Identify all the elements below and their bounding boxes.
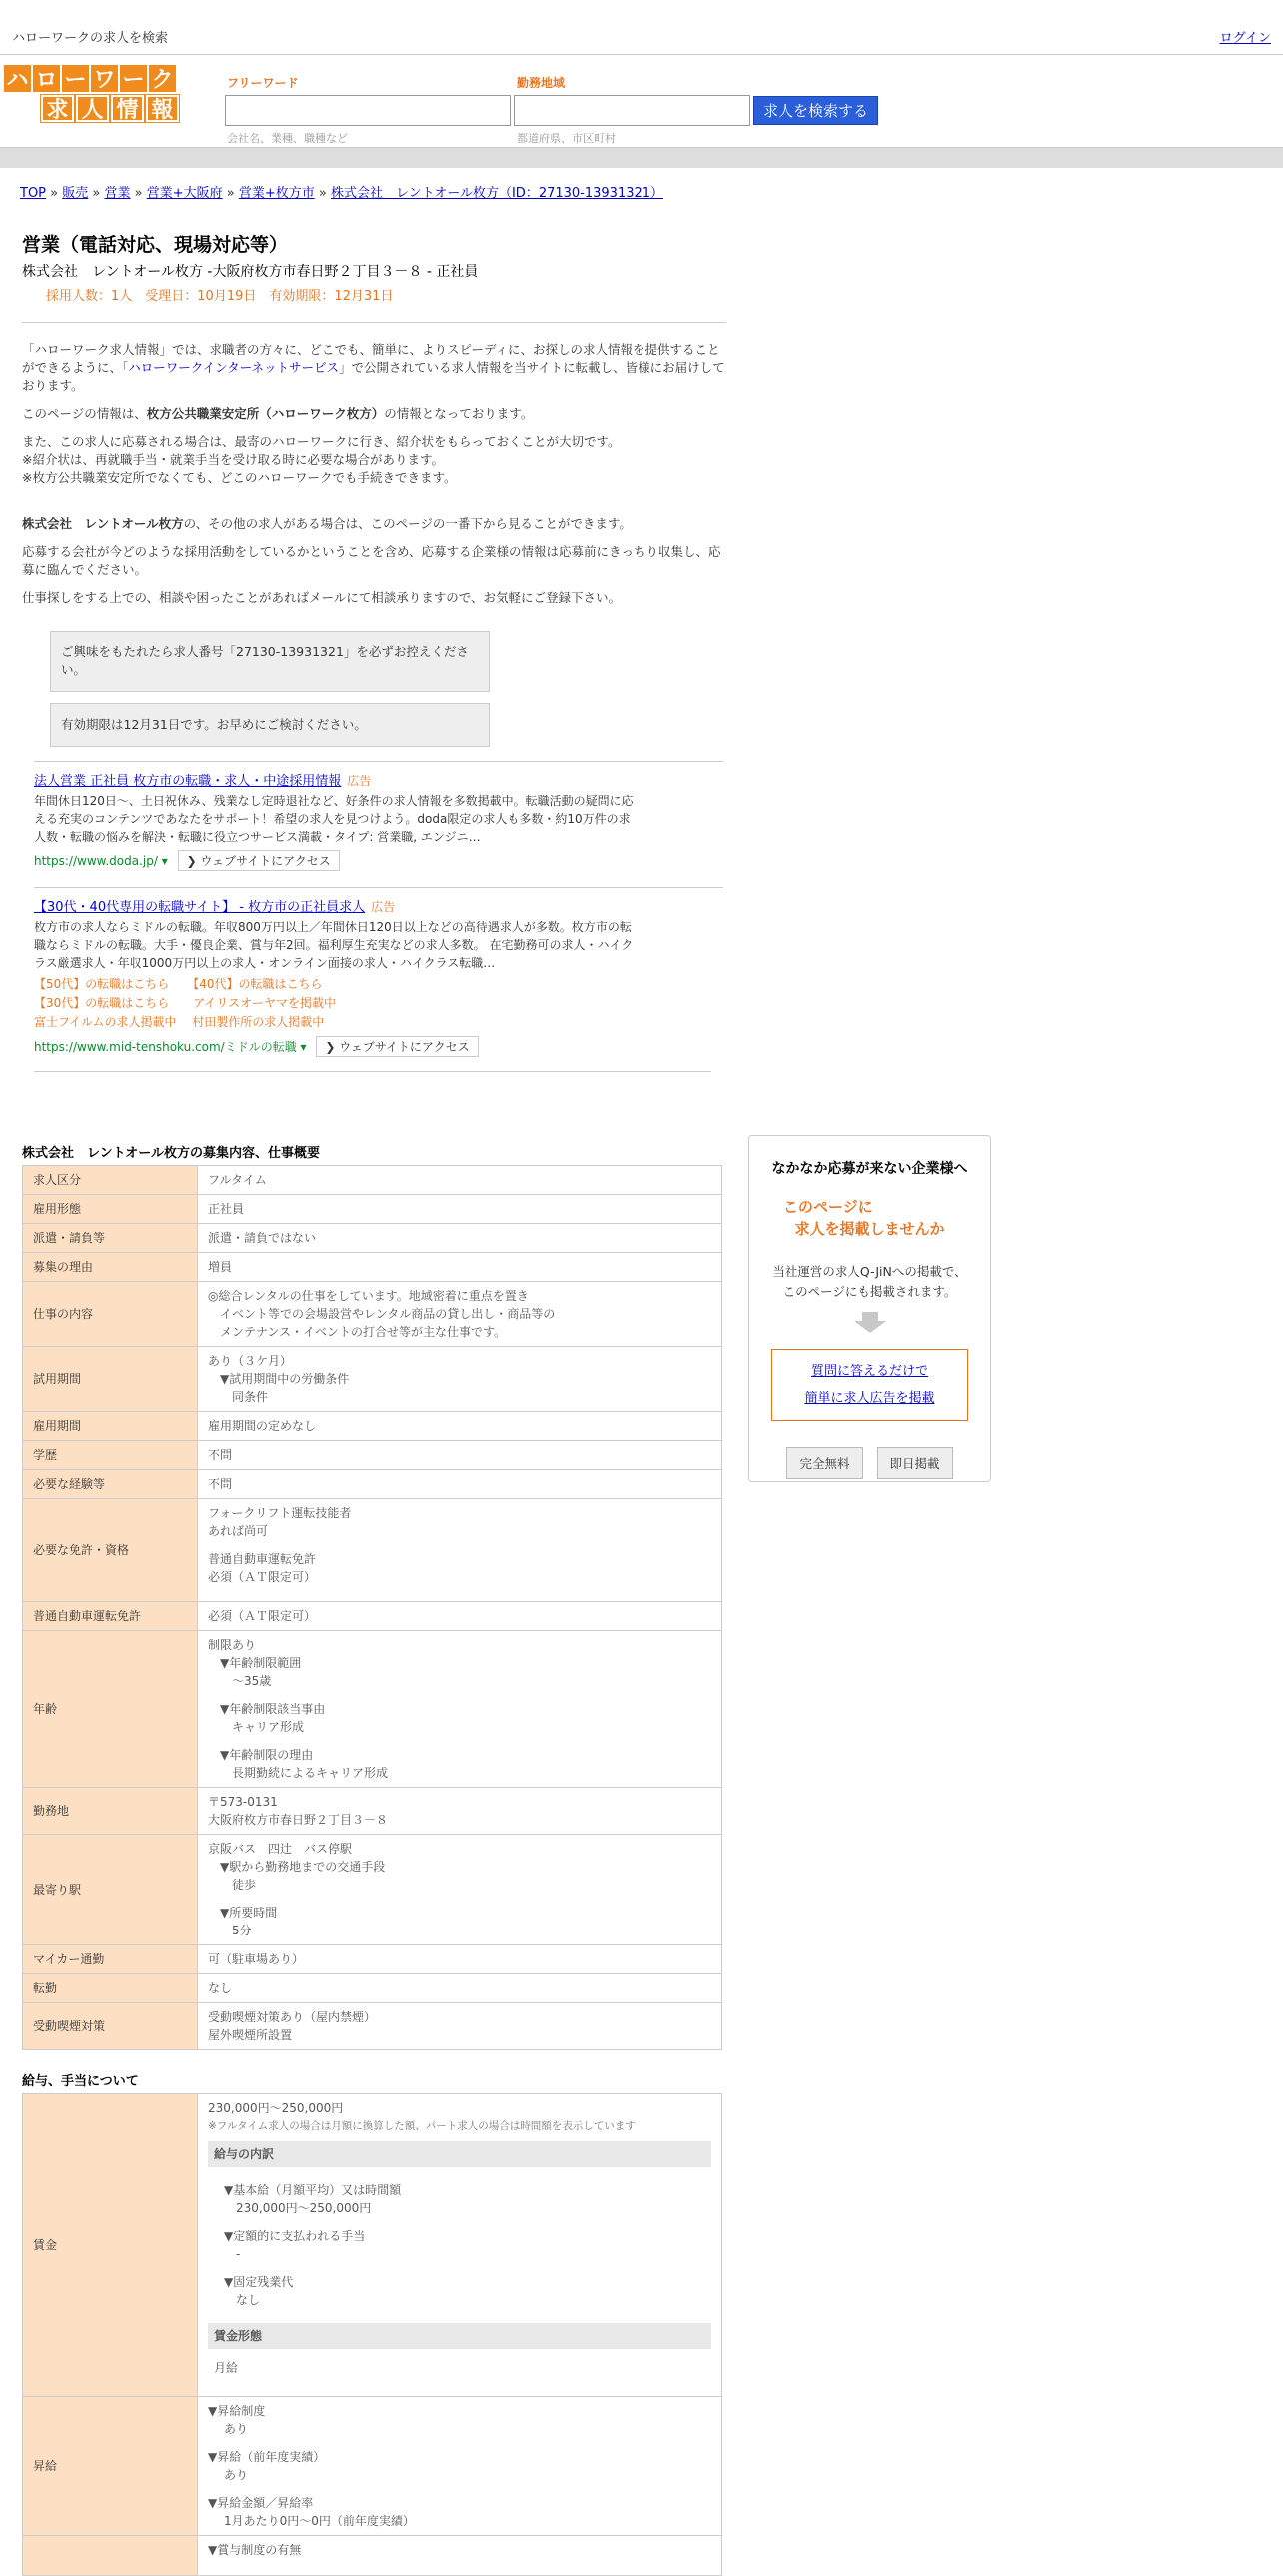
company-name: 株式会社 レントオール枚方	[22, 516, 184, 531]
breakdown-item: ▼定額的に支払われる手当	[224, 2229, 366, 2243]
row-value-line: 同条件	[208, 1390, 269, 1404]
ad-description: 枚方市の求人ならミドルの転職。年収800万円以上／年間休日120日以上などの高待遇求人が多数。枚方市の転職ならミドルの転職。大手・優良企業、賞与年2回。福利厚生充実などの求人多数。 在宅勤務可の求人・ハイクラス厳選求人・年収1000万円以上の求人・オンライン面接の求人・ハイクラス転職…	[34, 920, 634, 970]
raise-value: あり	[224, 2422, 249, 2436]
area-hint: 都道府県、市区町村	[517, 132, 616, 145]
apply-note: ※枚方公共職業安定所でなくても、どこのハローワークでも手続きできます。	[22, 470, 457, 485]
ad-title-link[interactable]: 【30代・40代専用の転職サイト】 - 枚方市の正社員求人	[34, 900, 366, 915]
row-key: 必要な経験等	[23, 1470, 198, 1499]
table-row	[23, 1945, 722, 1974]
job-info-heading: 株式会社 レントオール枚方の募集内容、仕事概要	[22, 1146, 321, 1161]
divider	[34, 1071, 711, 1072]
row-value-line: 受動喫煙対策あり（屋内禁煙）	[208, 2010, 377, 2024]
row-value	[198, 1195, 722, 1224]
row-key: 雇用期間	[23, 1412, 198, 1441]
login-link[interactable]: ログイン	[1219, 31, 1271, 46]
logo-char: ロ	[33, 65, 60, 92]
row-value-line	[208, 1736, 711, 1746]
row-key: 年齢	[23, 1631, 198, 1788]
ad-sitelink[interactable]: 富士フイルムの求人掲載中 村田製作所の求人掲載中	[34, 1015, 325, 1029]
ad-tag: 広告	[347, 774, 372, 788]
row-value	[198, 1945, 722, 1974]
ad-block: 法人営業 正社員 枚方市の転職・求人・中途採用情報 広告 年間休日120日～、土日祝休み、残業なし定時退社など、好条件の求人情報を多数掲載中。転職活動の疑問に応える充実のコンテンツであなたをサポート！希望の求人を見つけよう。doda限定の求人も多数・約10万件の求人数・転職の悩みを解決・転職に役立つサービス満載・タイプ: 営業職, エンジニ… https://www.doda.jp/ ▾ ❯ ウェブサイトにアクセス	[34, 761, 723, 871]
row-value	[198, 1166, 722, 1195]
table-row	[23, 1195, 722, 1224]
apply-note: また、この求人に応募される場合は、最寄のハローワークに行き、紹介状をもらっておくことが大切です。	[22, 434, 621, 449]
table-row	[23, 1835, 722, 1945]
row-value-line	[208, 1540, 711, 1550]
promo-text	[749, 1262, 990, 1302]
row-value-line: キャリア形成	[208, 1720, 305, 1734]
breakdown-value: -	[236, 2247, 241, 2261]
row-value-line: ～35歳	[208, 1674, 272, 1688]
breadcrumb-eigyo-osaka[interactable]: 営業+大阪府	[146, 186, 223, 201]
breakdown-item: ▼基本給（月額平均）又は時間額	[224, 2183, 402, 2197]
wage-form-heading: 賃金形態	[208, 2323, 711, 2349]
row-key: 普通自動車運転免許	[23, 1602, 198, 1631]
row-value-line: ▼試用期間中の労働条件	[208, 1372, 350, 1386]
row-key: 試用期間	[23, 1347, 198, 1412]
same-day-button[interactable]: 即日掲載	[877, 1447, 953, 1479]
breadcrumb: TOP » 販売 » 営業 » 営業+大阪府 » 営業+枚方市 » 株式会社 レントオール枚方（ID：27130-13931321）	[20, 186, 664, 201]
row-value-line: 不問	[208, 1448, 233, 1462]
ad-url[interactable]: https://www.doda.jp/	[34, 854, 158, 868]
keyword-input[interactable]	[225, 95, 511, 126]
row-value-line: フォークリフト運転技能者	[208, 1506, 352, 1520]
row-value	[198, 1835, 722, 1945]
row-key: 昇給	[23, 2397, 198, 2536]
row-key: 受動喫煙対策	[23, 2003, 198, 2050]
ad-description: 年間休日120日～、土日祝休み、残業なし定時退社など、好条件の求人情報を多数掲載中。転職活動の疑問に応える充実のコンテンツであなたをサポート！希望の求人を見つけよう。doda限定の求人も多数・約10万件の求人数・転職の悩みを解決・転職に役立つサービス満載・タイプ: 営業職, エンジニ…	[34, 794, 634, 844]
divider-bar	[0, 147, 1283, 168]
ad-block: 【30代・40代専用の転職サイト】 - 枚方市の正社員求人 広告 枚方市の求人ならミドルの転職。年収800万円以上／年間休日120日以上などの高待遇求人が多数。枚方市の転職ならミドルの転職。大手・優良企業、賞与年2回。福利厚生充実などの求人多数。 在宅勤務可の求人・ハイクラス厳選求人・年収1000万円以上の求人・オンライン面接の求人・ハイクラス転職… 【50代】の転職はこちら 【40代】の転職はこちら 【30代】の転職はこちら アイリスオーヤマを掲載中 富士フイルムの求人掲載中 村田製作所の求人掲載中 https://www.mid-tenshoku.com/ミドルの転職 ▾ ❯ ウェブサイトにアクセス	[34, 887, 723, 1057]
source-text: の情報となっております。	[384, 406, 534, 421]
promo-catch-line: このページに	[783, 1198, 873, 1216]
row-value-line: 正社員	[208, 1202, 245, 1216]
row-value-line: 派遣・請負ではない	[208, 1231, 317, 1245]
raise-item: ▼昇給（前年度実績）	[208, 2450, 326, 2464]
area-input[interactable]	[514, 95, 750, 126]
row-key	[23, 2536, 198, 2576]
ad-visit-button[interactable]: ❯ ウェブサイトにアクセス	[316, 1036, 478, 1057]
row-key: 募集の理由	[23, 1253, 198, 1282]
row-value-line: ◎総合レンタルの仕事をしています。地域密着に重点を置き	[208, 1289, 529, 1303]
table-row	[23, 2003, 722, 2050]
row-value-line: ▼所要時間	[208, 1906, 278, 1920]
row-value-line: ▼年齢制限範囲	[208, 1656, 302, 1670]
site-logo[interactable]	[4, 65, 180, 123]
salary-heading: 給与、手当について	[22, 2074, 139, 2089]
row-value-line: 可（駐車場あり）	[208, 1952, 305, 1966]
row-value-line: 京阪バス 四辻 バス停駅	[208, 1842, 353, 1856]
row-key: マイカー通勤	[23, 1945, 198, 1974]
breadcrumb-eigyo-hirakata[interactable]: 営業+枚方市	[238, 186, 315, 201]
apply-note: ※紹介状は、再就職手当・就業手当を受け取る時に必要な場合があります。	[22, 452, 444, 467]
logo-char: 人	[76, 95, 109, 122]
row-value-line: あれば尚可	[208, 1524, 269, 1538]
promo-title: なかなか応募が来ない企業様へ	[771, 1161, 968, 1177]
employer-promo-box	[748, 1135, 991, 1482]
promo-links	[771, 1349, 968, 1421]
row-value	[198, 1224, 722, 1253]
breakdown-item: ▼固定残業代	[224, 2275, 294, 2289]
row-key: 求人区分	[23, 1166, 198, 1195]
logo-char: ク	[149, 65, 176, 92]
row-value	[198, 2003, 722, 2050]
free-button[interactable]: 完全無料	[786, 1447, 862, 1479]
job-subtitle: 株式会社 レントオール枚方 -大阪府枚方市春日野２丁目３－８ - 正社員	[22, 264, 479, 280]
row-value	[198, 1788, 722, 1835]
logo-char: ワ	[91, 65, 118, 92]
row-key: 雇用形態	[23, 1195, 198, 1224]
logo-char: 報	[146, 95, 179, 122]
row-value	[198, 1253, 722, 1282]
table-row	[23, 2536, 722, 2576]
row-value	[198, 1499, 722, 1602]
row-value	[198, 1282, 722, 1347]
raise-item: ▼昇給金額／昇給率	[208, 2496, 314, 2510]
row-value	[198, 2536, 722, 2576]
row-value-line: 長期勤続によるキャリア形成	[208, 1766, 389, 1780]
table-row	[23, 1166, 722, 1195]
deadline-notice: 有効期限は12月31日です。お早めにご検討ください。	[50, 703, 490, 747]
keyword-hint: 会社名、業種、職種など	[227, 132, 348, 145]
table-row	[23, 1974, 722, 2003]
source-office: 枚方公共職業安定所（ハローワーク枚方）	[146, 406, 385, 421]
breakdown-value: なし	[236, 2293, 261, 2307]
table-row	[23, 1788, 722, 1835]
table-row	[23, 1224, 722, 1253]
row-key: 勤務地	[23, 1788, 198, 1835]
consult-paragraph: 仕事探しをする上での、相談や困ったことがあればメールにて相談承りますので、お気軽にご登録下さい。	[22, 590, 622, 605]
breakdown-heading: 給与の内訳	[208, 2141, 711, 2167]
logo-char: 情	[111, 95, 144, 122]
row-value-line: 5分	[208, 1924, 252, 1937]
apply-notes	[22, 433, 726, 487]
job-number-notice: ご興味をもたれたら求人番号「27130-13931321」を必ずお控えください。	[50, 631, 490, 692]
row-value	[198, 1441, 722, 1470]
promo-catch	[749, 1196, 990, 1240]
ad-url[interactable]: https://www.mid-tenshoku.com/ミドルの転職	[34, 1040, 297, 1054]
row-value-line: 普通自動車運転免許	[208, 1552, 317, 1566]
row-value-line: 雇用期間の定めなし	[208, 1419, 317, 1433]
top-bar	[0, 0, 1283, 55]
other-jobs-paragraph	[22, 515, 726, 533]
job-meta: 採用人数：1人 受理日：10月19日 有効期限：12月31日	[46, 289, 394, 304]
wage-note: ※フルタイム求人の場合は月額に換算した額、パート求人の場合は時間額を表示しています	[208, 2120, 636, 2132]
ad-sitelink[interactable]: 【50代】の転職はこちら 【40代】の転職はこちら	[34, 977, 323, 991]
raise-value: 1月あたり0円〜0円（前年度実績）	[224, 2514, 415, 2528]
logo-char: ー	[120, 65, 147, 92]
row-value	[198, 2094, 722, 2397]
table-row	[23, 1499, 722, 1602]
table-row	[23, 1441, 722, 1470]
row-key: 派遣・請負等	[23, 1224, 198, 1253]
research-paragraph: 応募する会社が今どのような採用活動をしているかということを含め、応募する企業様の情報は応募前にきっちり収集し、応募に臨んでください。	[22, 544, 721, 577]
area-label: 勤務地域	[517, 76, 566, 90]
job-title: 営業（電話対応、現場対応等）	[22, 234, 289, 256]
row-value	[198, 1347, 722, 1412]
source-text: このページの情報は、	[22, 406, 147, 421]
promo-catch-line: 求人を掲載しませんか	[794, 1220, 945, 1238]
hellowork-internet-link[interactable]: ハローワークインターネットサービス	[128, 360, 340, 375]
promo-link-questions[interactable]: 質問に答えるだけで	[810, 1364, 928, 1379]
table-row	[23, 1253, 722, 1282]
row-value-line: 徒歩	[208, 1878, 257, 1892]
row-value-line: なし	[208, 1981, 233, 1995]
intro-text: 「ハローワーク求人情報」では、求職者の方々に、どこでも、簡単に、よりスピーディに、お探しの求人情報を提供することができるように、「	[22, 342, 720, 375]
main-content	[22, 230, 726, 2576]
divider	[22, 322, 726, 323]
table-row	[23, 1282, 722, 1347]
keyword-label: フリーワード	[227, 76, 299, 90]
row-value-line: 増員	[208, 1260, 233, 1274]
row-key: 学歴	[23, 1441, 198, 1470]
row-value	[198, 1412, 722, 1441]
row-value-line	[208, 1894, 711, 1904]
bonus-item: ▼賞与制度の有無	[208, 2543, 302, 2557]
other-jobs-text: の、その他の求人がある場合は、このページの一番下から見ることができます。	[183, 516, 632, 531]
wage-form-value: 月給	[214, 2361, 239, 2375]
logo-char: ハ	[4, 65, 31, 92]
site-title: ハローワークの求人を検索	[12, 31, 169, 46]
table-row	[23, 1412, 722, 1441]
row-value-line	[208, 1586, 711, 1596]
row-value-line	[208, 1690, 711, 1700]
row-value-line: 必須（ＡＴ限定可）	[208, 1570, 317, 1584]
breadcrumb-sales[interactable]: 販売	[62, 186, 89, 201]
row-value-line: 屋外喫煙所設置	[208, 2028, 293, 2042]
row-value-line: メンテナンス・イベントの打合せ等が主な仕事です。	[208, 1325, 507, 1339]
breadcrumb-top[interactable]: TOP	[20, 186, 47, 201]
breadcrumb-eigyo[interactable]: 営業	[104, 186, 131, 201]
row-value	[198, 2397, 722, 2536]
ad-sitelink[interactable]: 【30代】の転職はこちら アイリスオーヤマを掲載中	[34, 996, 336, 1010]
row-key: 最寄り駅	[23, 1835, 198, 1945]
intro-paragraph	[22, 341, 726, 395]
job-info-table	[22, 1165, 722, 2050]
table-row	[23, 2397, 722, 2536]
raise-value: あり	[224, 2468, 249, 2482]
row-value	[198, 1631, 722, 1788]
ad-title-link[interactable]: 法人営業 正社員 枚方市の転職・求人・中途採用情報	[34, 774, 342, 789]
row-value-line: フルタイム	[208, 1173, 267, 1187]
row-value-line: 制限あり	[208, 1638, 257, 1652]
table-row	[23, 1631, 722, 1788]
ad-visit-button[interactable]: ❯ ウェブサイトにアクセス	[178, 850, 340, 871]
row-value-line: ▼駅から勤務地までの交通手段	[208, 1860, 386, 1874]
row-key: 仕事の内容	[23, 1282, 198, 1347]
table-row	[23, 1347, 722, 1412]
row-value-line: イベント等での会場設営やレンタル商品の貸し出し・商品等の	[208, 1307, 556, 1321]
table-row	[23, 1470, 722, 1499]
salary-table	[22, 2093, 722, 2576]
row-key: 必要な免許・資格	[23, 1499, 198, 1602]
logo-char: 求	[41, 95, 74, 122]
row-value-line: 大阪府枚方市春日野２丁目３－８	[208, 1813, 389, 1827]
row-key: 転勤	[23, 1974, 198, 2003]
search-button[interactable]: 求人を検索する	[753, 96, 878, 125]
table-row	[23, 2094, 722, 2397]
breadcrumb-company[interactable]: 株式会社 レントオール枚方（ID：27130-13931321）	[330, 186, 664, 201]
row-value-line: ▼年齢制限該当事由	[208, 1702, 326, 1716]
row-value	[198, 1974, 722, 2003]
row-value-line: 不問	[208, 1477, 233, 1491]
row-value-line: あり（３ケ月）	[208, 1354, 293, 1368]
row-value-line: 必須（ＡＴ限定可）	[208, 1609, 317, 1623]
row-key: 賃金	[23, 2094, 198, 2397]
ad-tag: 広告	[371, 900, 396, 914]
down-arrow-icon	[852, 1312, 888, 1334]
promo-link-post-ad[interactable]: 簡単に求人広告を掲載	[804, 1391, 935, 1406]
promo-text-line: 当社運営の求人Q-JiNへの掲載で、	[772, 1264, 967, 1279]
logo-char: ー	[62, 65, 89, 92]
row-value	[198, 1602, 722, 1631]
intro-text: 」で公開されている求人情報を当サイトに転載し、皆様にお届けしております。	[22, 360, 725, 393]
promo-text-line: このページにも掲載されます。	[782, 1284, 957, 1299]
row-value	[198, 1470, 722, 1499]
source-paragraph	[22, 405, 726, 423]
breakdown-value: 230,000円〜250,000円	[236, 2201, 372, 2215]
row-value-line: 〒573-0131	[208, 1795, 278, 1809]
raise-item: ▼昇給制度	[208, 2404, 266, 2418]
table-row	[23, 1602, 722, 1631]
row-value-line: ▼年齢制限の理由	[208, 1748, 314, 1762]
wage-amount: 230,000円〜250,000円	[208, 2101, 344, 2115]
